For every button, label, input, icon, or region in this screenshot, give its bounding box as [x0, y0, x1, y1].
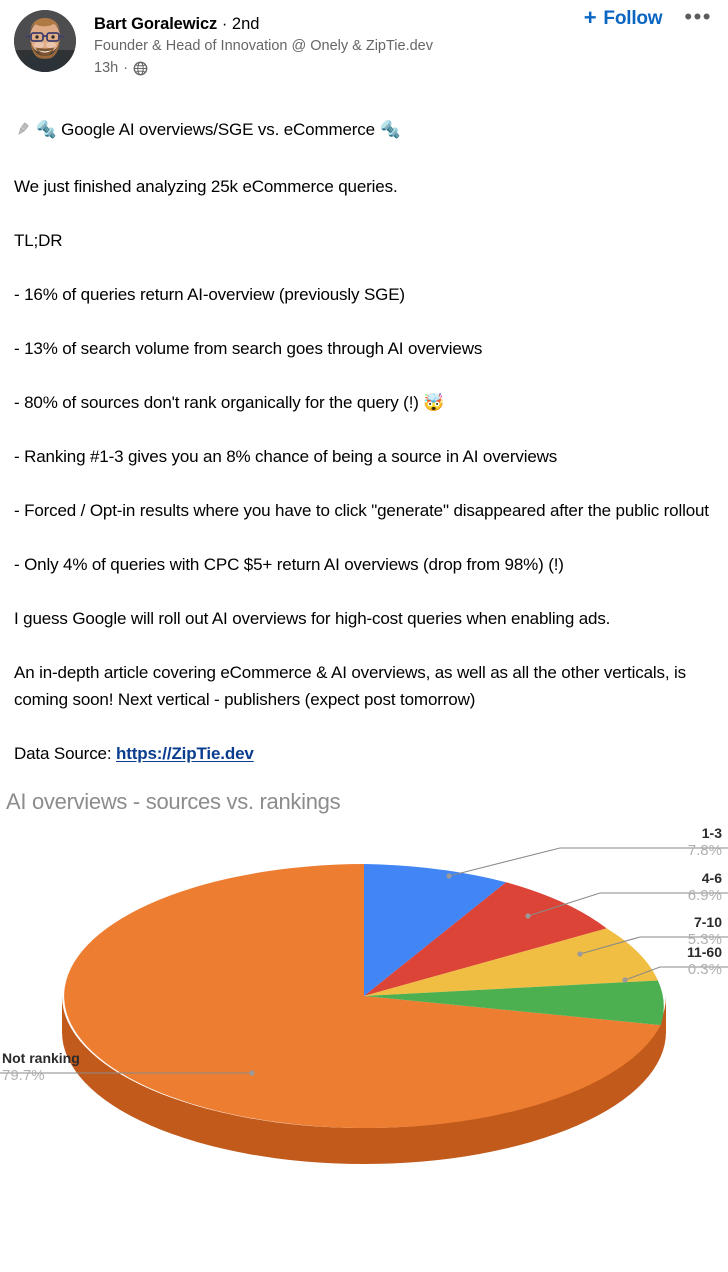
post-paragraph: - Ranking #1-3 gives you an 8% chance of being a source in AI overviews	[14, 447, 558, 466]
more-options-button[interactable]: •••	[684, 4, 712, 29]
follow-button[interactable]	[583, 5, 663, 30]
connection-degree: 2nd	[231, 15, 260, 33]
post-paragraph: I guess Google will roll out AI overviews for high-cost queries when enabling ads.	[14, 609, 611, 628]
post-paragraph: TL;DR	[14, 231, 63, 250]
post-data-source	[14, 740, 714, 767]
pie-label-value: 0.3%	[687, 961, 722, 978]
post-paragraph: An in-depth article covering eCommerce & AI overviews, as well as all the other verticals, is coming soon! Next vertical - publishers (expect post tomorrow)	[14, 663, 687, 709]
pie-label-1-3	[688, 825, 722, 860]
post-paragraph: - 13% of search volume from search goes through AI overviews	[14, 339, 483, 358]
post-paragraph: - Forced / Opt-in results where you have to click "generate" disappeared after the public rollout	[14, 501, 709, 520]
post-paragraph: - 80% of sources don't rank organically for the query (!) 🤯	[14, 393, 445, 412]
pie-label-4-6	[688, 870, 722, 905]
pie-label-value: 79.7%	[2, 1067, 45, 1084]
pie-label-category: 11-60	[686, 944, 722, 960]
pie-label-11-60	[687, 944, 722, 979]
pie-label-value: 7.8%	[687, 842, 722, 859]
pie-label-category: 7-10	[693, 914, 722, 930]
author-name[interactable]: Bart Goralewicz	[94, 15, 218, 33]
avatar-image	[14, 10, 76, 72]
post-meta	[94, 59, 714, 78]
post-timestamp: 13h	[94, 60, 119, 76]
follow-button-label: Follow	[603, 8, 663, 29]
globe-icon	[133, 61, 148, 76]
header-actions	[583, 4, 714, 30]
post-paragraph: We just finished analyzing 25k eCommerce queries.	[14, 177, 398, 196]
pie-chart-svg	[0, 815, 728, 1205]
pie-label-category: 1-3	[701, 825, 722, 841]
pie-label-not-ranking	[2, 1050, 80, 1085]
chart-container	[0, 789, 728, 1205]
pie-label-category: Not ranking	[2, 1050, 80, 1066]
post-paragraph-text: 🔩 Google AI overviews/SGE vs. eCommerce 🔩	[35, 120, 401, 139]
post-paragraph: - 16% of queries return AI-overview (previously SGE)	[14, 285, 405, 304]
pie-slices	[64, 864, 664, 1128]
pie-chart	[0, 815, 728, 1205]
chart-title: AI overviews - sources vs. rankings	[6, 789, 341, 814]
post-paragraph-headline	[14, 116, 714, 146]
author-headline: Founder & Head of Innovation @ Onely & ZipTie.dev	[94, 38, 434, 54]
post-paragraph: - Only 4% of queries with CPC $5+ return AI overviews (drop from 98%) (!)	[14, 555, 564, 574]
post-header	[0, 0, 728, 78]
data-source-link[interactable]: https://ZipTie.dev	[116, 744, 254, 763]
pie-label-value: 5.3%	[687, 931, 722, 948]
name-separator: ·	[221, 15, 228, 33]
data-source-label: Data Source:	[14, 744, 116, 763]
meta-separator: ·	[123, 60, 129, 76]
plus-icon: +	[583, 5, 597, 30]
screw-icon	[14, 119, 31, 146]
pie-label-category: 4-6	[701, 870, 722, 886]
post-body	[0, 116, 728, 767]
pie-label-value: 6.9%	[687, 887, 722, 904]
avatar[interactable]	[14, 10, 76, 72]
